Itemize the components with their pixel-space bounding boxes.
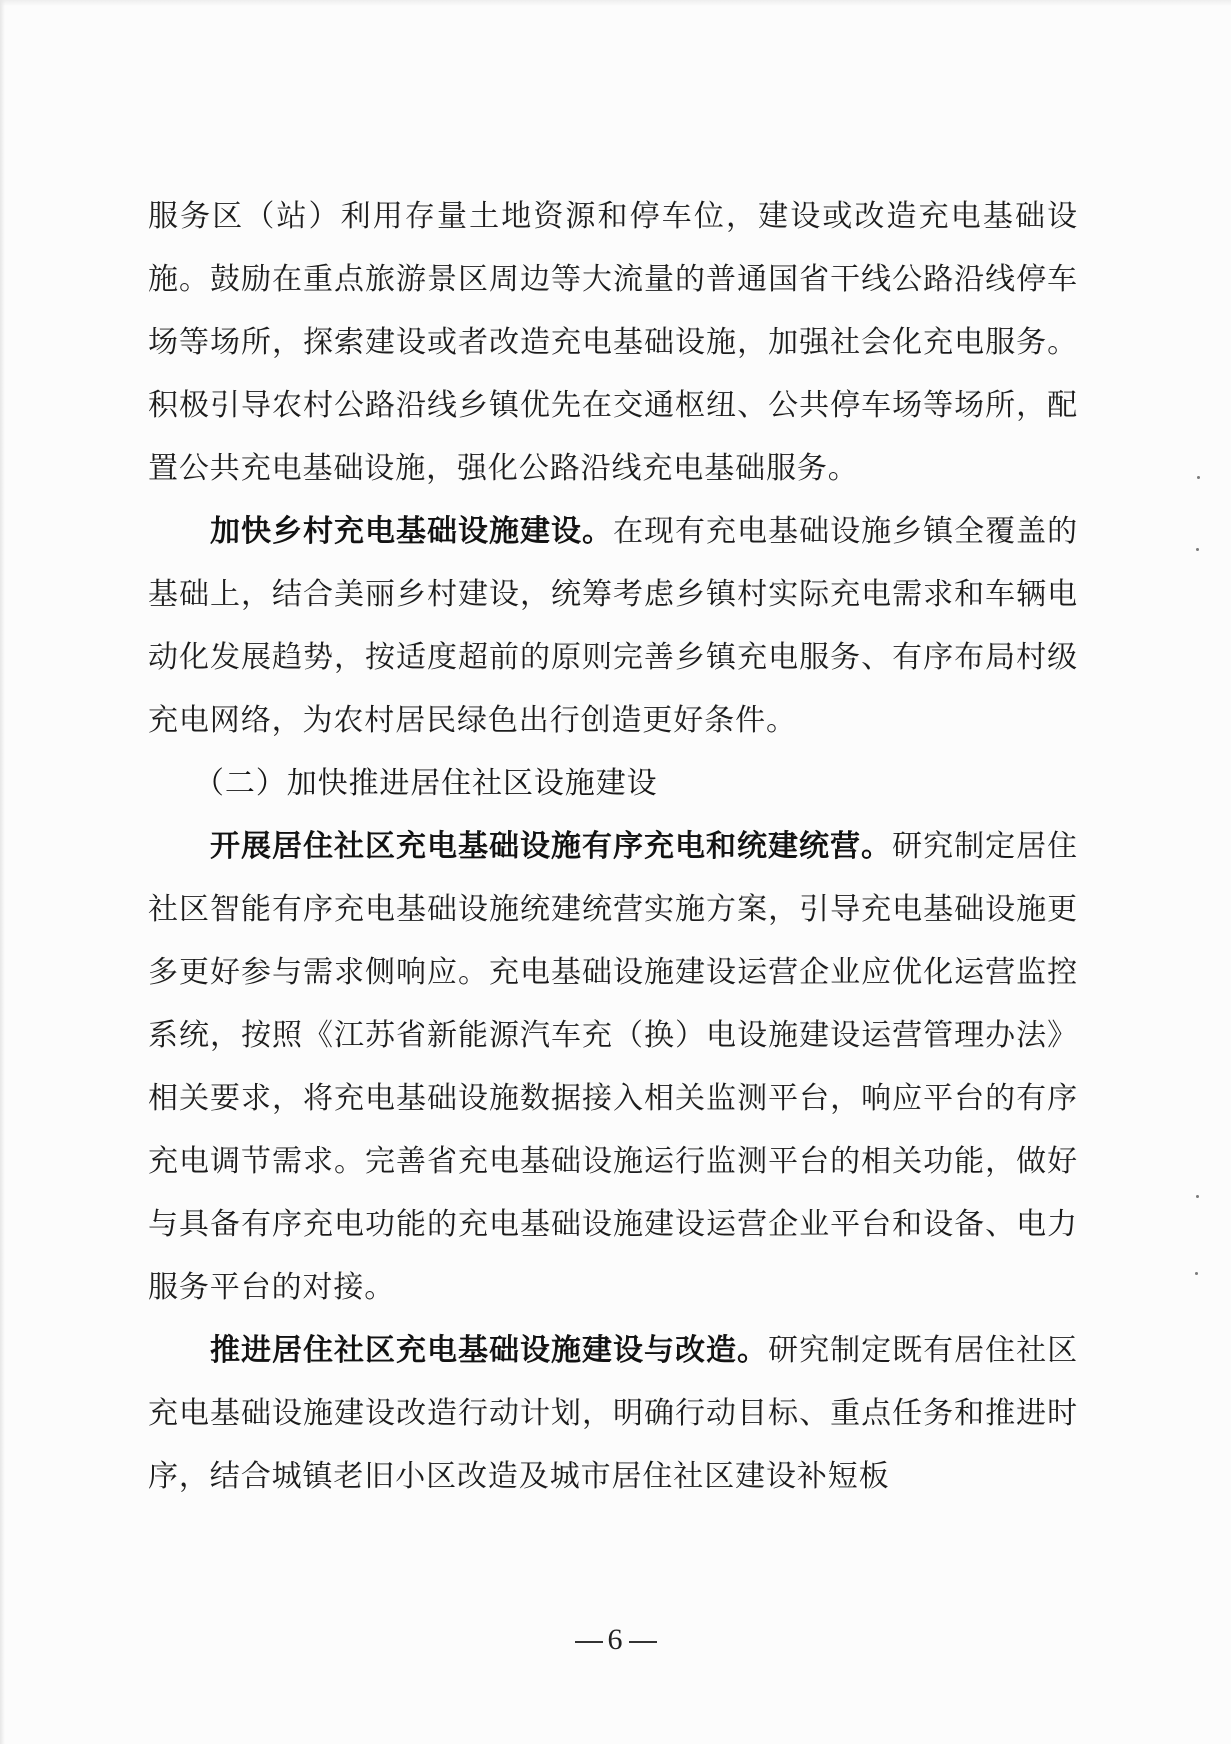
paragraph-2-lead: 加快乡村充电基础设施建设。	[210, 514, 614, 549]
section-heading: （二）加快推进居住社区设施建设	[194, 766, 658, 801]
paragraph-1-text: 服务区（站）利用存量土地资源和停车位，建设或改造充电基础设施。鼓励在重点旅游景区周边等大流量的普通国省干线公路沿线停车场等场所，探索建设或者改造充电基础设施，加强社会化充电服务。积极引导农村公路沿线乡镇优先在交通枢纽、公共停车场等场所，配置公共充电基础设施，强化公路沿线充电基础服务。	[148, 199, 1078, 486]
scan-edge-left	[0, 0, 5, 1744]
page-number-dash-left	[575, 1641, 603, 1643]
paragraph-4-lead: 推进居住社区充电基础设施建设与改造。	[210, 1333, 769, 1368]
scan-edge-top	[0, 0, 1231, 6]
document-body	[148, 185, 1078, 1508]
paragraph-4-text: 研究制定既有居住社区充电基础设施建设改造行动计划，明确行动目标、重点任务和推进时序，结合城镇老旧小区改造及城市居住社区建设补短板	[148, 1333, 1079, 1494]
page-number-dash-right	[629, 1641, 657, 1643]
paragraph-1	[148, 185, 1078, 500]
paragraph-2	[148, 500, 1078, 752]
scan-speck	[1197, 476, 1200, 479]
page-number	[0, 1623, 1231, 1657]
scan-speck	[1195, 1272, 1198, 1275]
paragraph-3-lead: 开展居住社区充电基础设施有序充电和统建统营。	[210, 829, 893, 864]
page-number-value: 6	[607, 1623, 624, 1656]
scan-speck	[1196, 1195, 1199, 1198]
paragraph-3-text: 研究制定居住社区智能有序充电基础设施统建统营实施方案，引导充电基础设施更多更好参与需求侧响应。充电基础设施建设运营企业应优化运营监控系统，按照《江苏省新能源汽车充（换）电设施建设运营管理办法》相关要求，将充电基础设施数据接入相关监测平台，响应平台的有序充电调节需求。完善省充电基础设施运行监测平台的相关功能，做好与具备有序充电功能的充电基础设施建设运营企业平台和设备、电力服务平台的对接。	[148, 829, 1078, 1305]
paragraph-4	[148, 1319, 1078, 1508]
scan-speck	[1196, 548, 1199, 551]
paragraph-2-text: 在现有充电基础设施乡镇全覆盖的基础上，结合美丽乡村建设，统筹考虑乡镇村实际充电需求和车辆电动化发展趋势，按适度超前的原则完善乡镇充电服务、有序布局村级充电网络，为农村居民绿色出行创造更好条件。	[148, 514, 1078, 738]
paragraph-3	[148, 815, 1078, 1319]
